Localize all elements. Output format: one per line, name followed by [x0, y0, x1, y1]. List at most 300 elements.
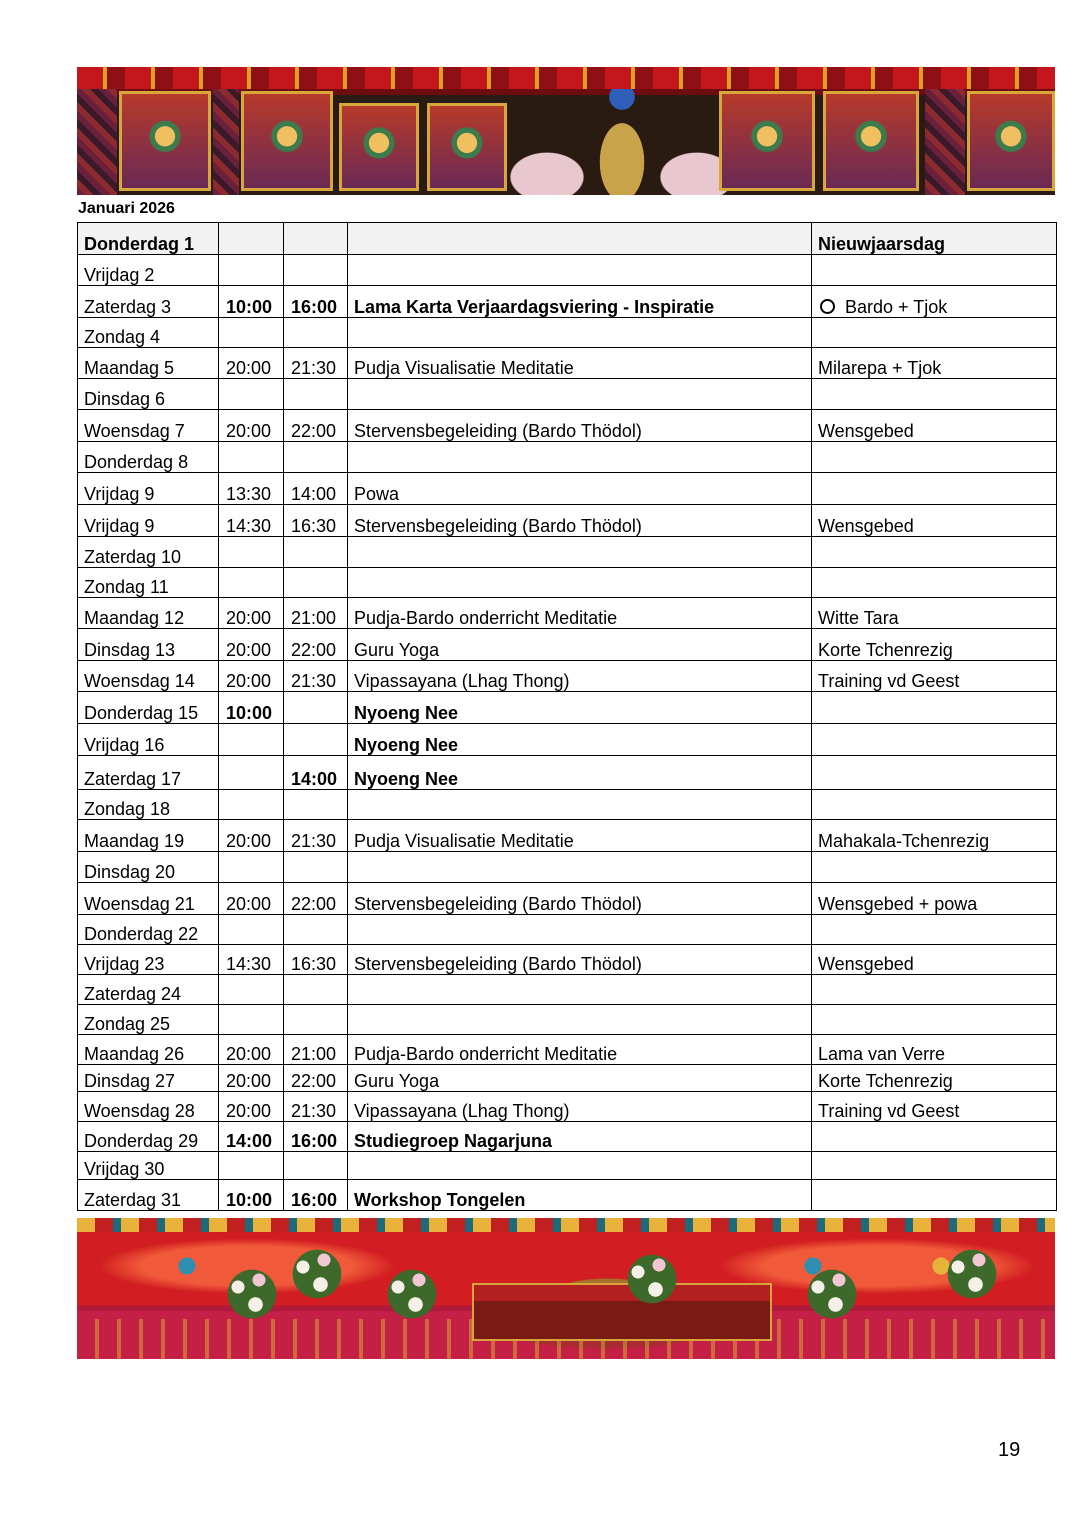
event-text: Nyoeng Nee — [354, 703, 459, 723]
end-time-cell — [284, 915, 348, 945]
event-cell — [348, 915, 812, 945]
day-text: Maandag 19 — [84, 831, 185, 851]
start-time-cell — [219, 223, 284, 255]
start-time-text: 20:00 — [226, 894, 272, 914]
day-text: Vrijdag 9 — [84, 484, 155, 504]
flower-bouquet — [617, 1244, 687, 1314]
event-cell — [348, 410, 812, 442]
note-text: Nieuwjaarsdag — [818, 234, 946, 254]
schedule-row — [78, 348, 1057, 379]
start-time-cell — [219, 473, 284, 505]
day-text: Donderdag 8 — [84, 452, 189, 472]
schedule-row — [78, 852, 1057, 883]
schedule-row — [78, 286, 1057, 318]
end-time-text: 16:00 — [291, 1190, 338, 1210]
note-cell — [812, 537, 1057, 568]
end-time-cell — [284, 661, 348, 692]
day-cell — [78, 1180, 219, 1211]
event-cell — [348, 286, 812, 318]
event-cell — [348, 756, 812, 790]
end-time-text: 16:00 — [291, 1131, 338, 1151]
note-text: Training vd Geest — [818, 1101, 960, 1121]
day-text: Zaterdag 24 — [84, 984, 182, 1004]
end-time-cell — [284, 1035, 348, 1065]
end-time-cell — [284, 223, 348, 255]
schedule-row — [78, 883, 1057, 915]
end-time-text: 22:00 — [291, 640, 337, 660]
day-cell — [78, 568, 219, 598]
schedule-row — [78, 1035, 1057, 1065]
start-time-cell — [219, 820, 284, 852]
day-text: Woensdag 28 — [84, 1101, 195, 1121]
end-time-text: 22:00 — [291, 894, 337, 914]
day-text: Maandag 26 — [84, 1044, 185, 1064]
event-cell — [348, 945, 812, 975]
day-cell — [78, 286, 219, 318]
note-cell — [812, 568, 1057, 598]
thangka-painting — [719, 91, 815, 191]
event-text: Guru Yoga — [354, 640, 440, 660]
start-time-text: 14:30 — [226, 954, 272, 974]
start-time-text: 20:00 — [226, 358, 272, 378]
schedule-row — [78, 724, 1057, 756]
end-time-cell — [284, 629, 348, 661]
start-time-text: 13:30 — [226, 484, 272, 504]
day-cell — [78, 975, 219, 1005]
schedule-row — [78, 473, 1057, 505]
start-time-text: 20:00 — [226, 1071, 272, 1091]
banner-brocade — [77, 89, 117, 195]
note-cell — [812, 1152, 1057, 1180]
schedule-row — [78, 1092, 1057, 1122]
day-text: Vrijdag 23 — [84, 954, 165, 974]
start-time-cell — [219, 1035, 284, 1065]
day-text: Zaterdag 3 — [84, 297, 172, 317]
flower-bouquet — [797, 1259, 867, 1329]
end-time-cell — [284, 537, 348, 568]
start-time-text: 14:30 — [226, 516, 272, 536]
end-time-cell — [284, 820, 348, 852]
start-time-cell — [219, 852, 284, 883]
day-cell — [78, 318, 219, 348]
day-cell — [78, 598, 219, 629]
event-text: Stervensbegeleiding (Bardo Thödol) — [354, 516, 642, 536]
schedule-row — [78, 505, 1057, 537]
note-text: Lama van Verre — [818, 1044, 946, 1064]
day-text: Woensdag 21 — [84, 894, 195, 914]
day-text: Vrijdag 30 — [84, 1159, 165, 1179]
day-text: Zondag 18 — [84, 799, 171, 819]
note-cell — [812, 852, 1057, 883]
event-cell — [348, 883, 812, 915]
day-text: Dinsdag 6 — [84, 389, 166, 409]
schedule-row — [78, 1122, 1057, 1152]
end-time-cell — [284, 975, 348, 1005]
end-time-text: 21:30 — [291, 831, 337, 851]
schedule-row — [78, 692, 1057, 724]
note-cell — [812, 1180, 1057, 1211]
day-text: Zondag 11 — [84, 577, 169, 597]
schedule-row — [78, 318, 1057, 348]
note-cell — [812, 915, 1057, 945]
thangka-painting — [823, 91, 919, 191]
schedule-row — [78, 442, 1057, 473]
start-time-cell — [219, 1005, 284, 1035]
thangka-painting — [339, 103, 419, 191]
schedule-row — [78, 975, 1057, 1005]
note-cell — [812, 255, 1057, 286]
note-cell — [812, 1005, 1057, 1035]
thangka-painting — [241, 91, 333, 191]
start-time-text: 10:00 — [226, 703, 273, 723]
day-text: Zaterdag 17 — [84, 769, 182, 789]
start-time-cell — [219, 692, 284, 724]
day-text: Donderdag 1 — [84, 234, 195, 254]
schedule-row — [78, 255, 1057, 286]
page-number: 19 — [998, 1439, 1021, 1461]
note-cell — [812, 820, 1057, 852]
note-text: Korte Tchenrezig — [818, 1071, 953, 1091]
end-time-cell — [284, 724, 348, 756]
day-cell — [78, 410, 219, 442]
day-cell — [78, 883, 219, 915]
start-time-cell — [219, 1152, 284, 1180]
day-text: Zondag 25 — [84, 1014, 171, 1034]
start-time-cell — [219, 1180, 284, 1211]
start-time-cell — [219, 255, 284, 286]
start-time-cell — [219, 318, 284, 348]
end-time-cell — [284, 1065, 348, 1092]
schedule-row — [78, 661, 1057, 692]
end-time-cell — [284, 255, 348, 286]
start-time-cell — [219, 975, 284, 1005]
end-time-cell — [284, 1180, 348, 1211]
day-text: Dinsdag 20 — [84, 862, 176, 882]
note-cell — [812, 883, 1057, 915]
event-cell — [348, 790, 812, 820]
event-text: Stervensbegeleiding (Bardo Thödol) — [354, 421, 642, 441]
day-text: Vrijdag 9 — [84, 516, 155, 536]
start-time-cell — [219, 1122, 284, 1152]
note-cell — [812, 1065, 1057, 1092]
schedule-table — [77, 222, 1057, 1211]
bottom-banner-image — [77, 1218, 1055, 1359]
start-time-text: 20:00 — [226, 640, 272, 660]
end-time-text: 21:00 — [291, 608, 337, 628]
schedule-row — [78, 945, 1057, 975]
note-text: Milarepa + Tjok — [818, 358, 942, 378]
end-time-text: 22:00 — [291, 421, 337, 441]
start-time-cell — [219, 286, 284, 318]
event-text: Pudja Visualisatie Meditatie — [354, 831, 574, 851]
start-time-text: 10:00 — [226, 297, 273, 317]
event-cell — [348, 661, 812, 692]
note-text: Korte Tchenrezig — [818, 640, 953, 660]
end-time-cell — [284, 410, 348, 442]
day-text: Donderdag 15 — [84, 703, 199, 723]
end-time-cell — [284, 442, 348, 473]
end-time-text: 21:30 — [291, 671, 337, 691]
day-cell — [78, 661, 219, 692]
end-time-cell — [284, 286, 348, 318]
event-cell — [348, 473, 812, 505]
note-cell — [812, 379, 1057, 410]
event-text: Guru Yoga — [354, 1071, 440, 1091]
event-cell — [348, 598, 812, 629]
end-time-cell — [284, 756, 348, 790]
end-time-cell — [284, 505, 348, 537]
event-cell — [348, 379, 812, 410]
end-time-text: 16:00 — [291, 297, 338, 317]
day-cell — [78, 255, 219, 286]
event-text: Powa — [354, 484, 400, 504]
event-cell — [348, 852, 812, 883]
schedule-row — [78, 915, 1057, 945]
start-time-text: 10:00 — [226, 1190, 273, 1210]
event-cell — [348, 505, 812, 537]
note-cell — [812, 629, 1057, 661]
event-cell — [348, 568, 812, 598]
flower-bouquet — [217, 1259, 287, 1329]
note-text: Wensgebed — [818, 516, 914, 536]
day-cell — [78, 1005, 219, 1035]
start-time-cell — [219, 379, 284, 410]
note-cell — [812, 473, 1057, 505]
schedule-row — [78, 598, 1057, 629]
event-cell — [348, 1092, 812, 1122]
day-cell — [78, 945, 219, 975]
end-time-cell — [284, 568, 348, 598]
note-cell — [812, 598, 1057, 629]
note-text: Witte Tara — [818, 608, 899, 628]
end-time-cell — [284, 348, 348, 379]
event-cell — [348, 255, 812, 286]
day-cell — [78, 915, 219, 945]
day-cell — [78, 1035, 219, 1065]
start-time-cell — [219, 661, 284, 692]
start-time-text: 20:00 — [226, 1044, 272, 1064]
note-cell — [812, 756, 1057, 790]
thangka-painting — [119, 91, 211, 191]
start-time-cell — [219, 1065, 284, 1092]
schedule-row — [78, 379, 1057, 410]
note-cell — [812, 661, 1057, 692]
start-time-cell — [219, 756, 284, 790]
event-text: Nyoeng Nee — [354, 735, 459, 755]
schedule-row — [78, 1152, 1057, 1180]
end-time-text: 22:00 — [291, 1071, 337, 1091]
event-text: Pudja Visualisatie Meditatie — [354, 358, 574, 378]
end-time-cell — [284, 883, 348, 915]
event-text: Stervensbegeleiding (Bardo Thödol) — [354, 954, 642, 974]
thangka-painting — [427, 103, 507, 191]
day-cell — [78, 692, 219, 724]
event-text: Vipassayana (Lhag Thong) — [354, 671, 570, 691]
event-text: Pudja-Bardo onderricht Meditatie — [354, 608, 618, 628]
schedule-row — [78, 223, 1057, 255]
month-title: Januari 2026 — [78, 200, 175, 217]
end-time-text: 16:30 — [291, 516, 337, 536]
event-cell — [348, 348, 812, 379]
banner-drape — [77, 67, 1055, 89]
note-text: Mahakala-Tchenrezig — [818, 831, 990, 851]
schedule-body — [78, 223, 1057, 1211]
schedule-row — [78, 1065, 1057, 1092]
day-cell — [78, 223, 219, 255]
end-time-cell — [284, 852, 348, 883]
note-text: Wensgebed — [818, 954, 914, 974]
note-cell — [812, 692, 1057, 724]
event-text: Studiegroep Nagarjuna — [354, 1131, 553, 1151]
event-cell — [348, 1152, 812, 1180]
end-time-cell — [284, 692, 348, 724]
note-cell — [812, 790, 1057, 820]
note-cell — [812, 975, 1057, 1005]
end-time-cell — [284, 598, 348, 629]
start-time-text: 20:00 — [226, 421, 272, 441]
day-text: Maandag 5 — [84, 358, 175, 378]
day-cell — [78, 1152, 219, 1180]
day-text: Donderdag 29 — [84, 1131, 199, 1151]
end-time-cell — [284, 379, 348, 410]
end-time-text: 21:30 — [291, 1101, 337, 1121]
schedule-row — [78, 756, 1057, 790]
note-cell — [812, 1035, 1057, 1065]
start-time-cell — [219, 883, 284, 915]
event-cell — [348, 223, 812, 255]
note-cell — [812, 410, 1057, 442]
day-text: Vrijdag 2 — [84, 265, 155, 285]
start-time-cell — [219, 598, 284, 629]
event-cell — [348, 975, 812, 1005]
event-cell — [348, 1035, 812, 1065]
day-text: Vrijdag 16 — [84, 735, 165, 755]
day-cell — [78, 379, 219, 410]
event-cell — [348, 1005, 812, 1035]
event-cell — [348, 692, 812, 724]
end-time-cell — [284, 318, 348, 348]
start-time-text: 20:00 — [226, 608, 272, 628]
top-banner-image — [77, 67, 1055, 195]
start-time-cell — [219, 442, 284, 473]
start-time-cell — [219, 1092, 284, 1122]
schedule-row — [78, 1005, 1057, 1035]
event-cell — [348, 629, 812, 661]
flower-bouquet — [282, 1239, 352, 1309]
banner-ornament-band — [77, 1218, 1055, 1232]
note-text: Bardo + Tjok — [845, 297, 948, 317]
end-time-cell — [284, 790, 348, 820]
event-text: Vipassayana (Lhag Thong) — [354, 1101, 570, 1121]
start-time-cell — [219, 410, 284, 442]
day-text: Dinsdag 13 — [84, 640, 176, 660]
note-cell — [812, 318, 1057, 348]
event-cell — [348, 724, 812, 756]
start-time-cell — [219, 724, 284, 756]
start-time-cell — [219, 629, 284, 661]
event-cell — [348, 442, 812, 473]
schedule-row — [78, 820, 1057, 852]
event-text: Workshop Tongelen — [354, 1190, 526, 1210]
day-text: Zondag 4 — [84, 327, 161, 347]
end-time-text: 16:30 — [291, 954, 337, 974]
day-text: Maandag 12 — [84, 608, 185, 628]
day-cell — [78, 1092, 219, 1122]
note-cell — [812, 724, 1057, 756]
note-text: Wensgebed + powa — [818, 894, 978, 914]
end-time-text: 14:00 — [291, 769, 338, 789]
circle-bullet-icon — [820, 299, 835, 314]
note-cell — [812, 286, 1057, 318]
thangka-painting — [967, 91, 1055, 191]
note-cell — [812, 945, 1057, 975]
note-text: Training vd Geest — [818, 671, 960, 691]
note-cell — [812, 505, 1057, 537]
day-cell — [78, 1065, 219, 1092]
end-time-cell — [284, 473, 348, 505]
end-time-cell — [284, 1092, 348, 1122]
schedule-row — [78, 629, 1057, 661]
day-cell — [78, 505, 219, 537]
event-text: Lama Karta Verjaardagsviering - Inspiratie — [354, 297, 715, 317]
start-time-cell — [219, 348, 284, 379]
end-time-text: 21:30 — [291, 358, 337, 378]
day-text: Zaterdag 31 — [84, 1190, 182, 1210]
start-time-cell — [219, 945, 284, 975]
start-time-text: 14:00 — [226, 1131, 273, 1151]
event-text: Pudja-Bardo onderricht Meditatie — [354, 1044, 618, 1064]
day-cell — [78, 442, 219, 473]
day-cell — [78, 1122, 219, 1152]
start-time-cell — [219, 537, 284, 568]
flower-bouquet — [377, 1259, 447, 1329]
banner-brocade — [213, 89, 239, 195]
event-text: Nyoeng Nee — [354, 769, 459, 789]
event-cell — [348, 1122, 812, 1152]
day-text: Dinsdag 27 — [84, 1071, 176, 1091]
day-cell — [78, 852, 219, 883]
day-cell — [78, 629, 219, 661]
start-time-text: 20:00 — [226, 831, 272, 851]
start-time-cell — [219, 568, 284, 598]
day-cell — [78, 790, 219, 820]
flower-bouquet — [937, 1239, 1007, 1309]
note-cell — [812, 1122, 1057, 1152]
end-time-cell — [284, 1005, 348, 1035]
end-time-cell — [284, 1152, 348, 1180]
day-text: Zaterdag 10 — [84, 547, 182, 567]
day-text: Woensdag 7 — [84, 421, 185, 441]
schedule-row — [78, 1180, 1057, 1211]
end-time-cell — [284, 1122, 348, 1152]
end-time-cell — [284, 945, 348, 975]
start-time-cell — [219, 790, 284, 820]
schedule-row — [78, 568, 1057, 598]
day-cell — [78, 348, 219, 379]
note-cell — [812, 442, 1057, 473]
day-cell — [78, 724, 219, 756]
start-time-cell — [219, 915, 284, 945]
banner-brocade — [925, 89, 965, 195]
event-cell — [348, 1180, 812, 1211]
day-text: Woensdag 14 — [84, 671, 195, 691]
event-cell — [348, 1065, 812, 1092]
day-cell — [78, 756, 219, 790]
event-cell — [348, 318, 812, 348]
day-cell — [78, 537, 219, 568]
note-cell — [812, 348, 1057, 379]
note-cell — [812, 223, 1057, 255]
